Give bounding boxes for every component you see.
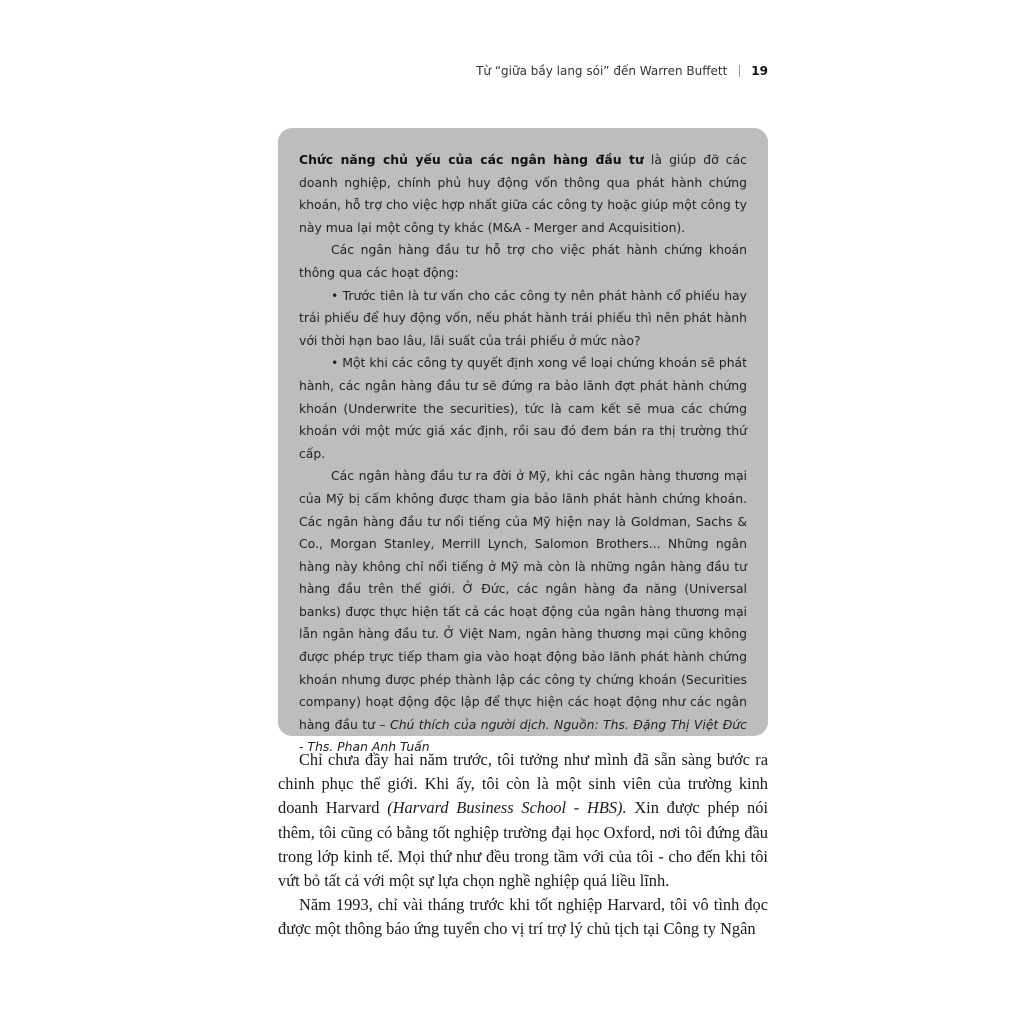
running-title: Từ “giữa bầy lang sói” đến Warren Buffett bbox=[476, 64, 728, 78]
header-divider bbox=[739, 65, 740, 77]
body-paragraph-text: Chỉ chưa đầy hai năm trước, tôi tưởng như mình đã sẵn sàng bước ra chinh phục thế giới. Khi ấy, tôi còn là một sinh viên của trường kinh doanh Harvard bbox=[278, 750, 768, 818]
note-bullet: • Trước tiên là tư vấn cho các công ty nên phát hành cổ phiếu hay trái phiếu để huy động vốn, nếu phát hành trái phiếu thì nên phát hành với thời hạn bao lâu, lãi suất của trái phiếu ở mức nào? bbox=[299, 287, 747, 348]
translator-note-box bbox=[278, 128, 768, 755]
note-paragraph-text: là giúp đỡ các doanh nghiệp, chính phủ huy động vốn thông qua phát hành chứng khoán, hỗ trợ cho việc hợp nhất giữa các công ty hoặc giúp một công ty này mua lại một công ty khác (M&A - Merger and Acquisition). bbox=[299, 152, 747, 235]
body-paragraph bbox=[278, 748, 768, 893]
note-paragraph bbox=[299, 465, 747, 759]
note-lead-term: Chức năng chủ yếu của các ngân hàng đầu tư bbox=[299, 152, 644, 167]
page-number: 19 bbox=[751, 64, 768, 78]
note-source-credit: – Chú thích của người dịch. Nguồn: Ths. Đặng Thị Việt Đức - Ths. Phan Anh Tuấn bbox=[299, 716, 747, 755]
body-paragraph: Năm 1993, chỉ vài tháng trước khi tốt nghiệp Harvard, tôi vô tình đọc được một thông báo ứng tuyển cho vị trí trợ lý chủ tịch tại Công ty Ngân bbox=[278, 895, 768, 939]
note-bullet: • Một khi các công ty quyết định xong về loại chứng khoán sẽ phát hành, các ngân hàng đầu tư sẽ đứng ra bảo lãnh đợt phát hành chứng khoán (Underwrite the securities), tức là cam kết sẽ mua các chứng khoán với một mức giá xác định, rồi sau đó đem bán ra thị trường thứ cấp. bbox=[299, 355, 747, 461]
body-italic-text: (Harvard Business School - HBS). bbox=[387, 798, 627, 818]
running-header bbox=[476, 64, 768, 78]
note-paragraph: Các ngân hàng đầu tư hỗ trợ cho việc phát hành chứng khoán thông qua các hoạt động: bbox=[299, 242, 747, 280]
note-paragraph bbox=[299, 149, 747, 239]
note-paragraph-text: Các ngân hàng đầu tư ra đời ở Mỹ, khi các ngân hàng thương mại của Mỹ bị cấm không được tham gia bảo lãnh phát hành chứng khoán. Các ngân hàng đầu tư nổi tiếng của Mỹ hiện nay là Goldman, Sachs & Co., Morgan Stanley, Merrill Lynch, Salomon Brothers... Những ngân hàng này không chỉ nổi tiếng ở Mỹ mà còn là những ngân hàng đầu tư hàng đầu trên thế giới. Ở Đức, các ngân hàng đa năng (Universal banks) được thực hiện tất cả các hoạt động của ngân hàng thương mại lẫn ngân hàng đầu tư. Ở Việt Nam, ngân hàng thương mại cũng không được phép trực tiếp tham gia vào hoạt động bảo lãnh phát hành chứng khoán nhưng được phép thành lập các công ty chứng khoán (Securities company) hoạt động độc lập để thực hiện các hoạt động như các ngân hàng đầu tư bbox=[299, 468, 747, 732]
body-paragraph-text: Xin được phép nói thêm, tôi cũng có bằng tốt nghiệp trường đại học Oxford, nơi tôi đứng đầu trong lớp kinh tế. Mọi thứ như đều trong tầm với của tôi - cho đến khi tôi vứt bỏ tất cả với một sự lựa chọn nghề nghiệp quá liều lĩnh. bbox=[278, 798, 768, 891]
main-body-text bbox=[278, 748, 768, 942]
